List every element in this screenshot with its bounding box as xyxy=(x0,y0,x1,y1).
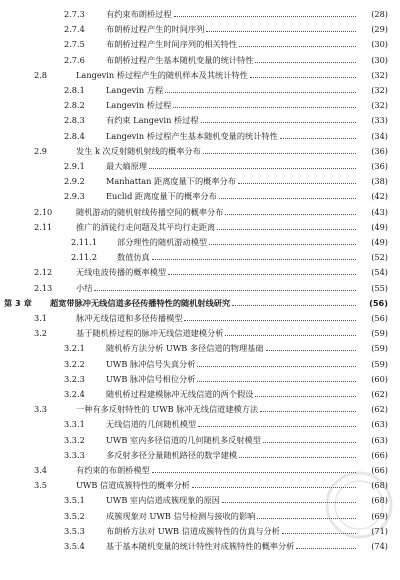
toc-entry-page: (32) xyxy=(371,100,388,111)
toc-entry-page: (49) xyxy=(371,237,388,247)
toc-entry xyxy=(0,111,400,125)
toc-entry xyxy=(0,203,400,217)
toc-entry-number: 3.2.1 xyxy=(64,343,85,354)
toc-entry-number: 2.11.2 xyxy=(71,252,98,263)
toc-entry-page: (38) xyxy=(371,176,388,187)
toc-entry xyxy=(0,400,400,414)
toc-entry-title: 脉冲无线信道和多径传播模型 xyxy=(76,313,183,323)
toc-entry-title: 有约束的布朗桥模型 xyxy=(76,465,150,475)
toc-entry xyxy=(0,187,400,201)
toc-entry xyxy=(0,370,400,384)
toc-entry-title: UWB 室内多径信道的几何随机多反射模型 xyxy=(106,434,261,445)
toc-entry-number: 3.2 xyxy=(34,328,48,339)
toc-entry-number: 3.2.3 xyxy=(64,373,85,384)
toc-entry-page: (29) xyxy=(371,24,388,35)
toc-dot-leader xyxy=(152,471,356,473)
toc-entry-number: 3.4 xyxy=(34,465,48,475)
toc-dot-leader xyxy=(203,152,356,154)
toc-entry-title: 随机桥过程建模脉冲无线信道的两个假设 xyxy=(106,389,254,399)
toc-entry-title: 基于随机桥过程的脉冲无线信道建模分析 xyxy=(76,328,224,339)
toc-entry-page: (30) xyxy=(371,39,388,50)
toc-dot-leader xyxy=(263,441,356,443)
toc-entry-title: 最大熵原理 xyxy=(106,161,147,171)
toc-entry-number: 2.7.3 xyxy=(64,9,85,19)
toc-entry-number: 2.12 xyxy=(34,267,53,278)
toc-entry xyxy=(0,157,400,171)
toc-entry-page: (68) xyxy=(371,495,388,506)
toc-dot-leader xyxy=(198,425,356,427)
toc-entry-page: (32) xyxy=(371,85,388,95)
toc-entry-number: 2.7.6 xyxy=(64,54,85,65)
toc-dot-leader xyxy=(255,395,356,397)
toc-dot-leader xyxy=(260,410,356,412)
toc-entry-page: (54) xyxy=(371,267,388,278)
toc-entry-title: 随机桥方法分析 UWB 多径信道的物理基础 xyxy=(106,343,264,354)
toc-dot-leader xyxy=(217,228,356,230)
toc-entry-number: 第 3 章 xyxy=(4,297,32,308)
toc-entry xyxy=(0,81,400,95)
toc-entry-title: 有约束布朗桥过程 xyxy=(106,9,172,19)
toc-entry-number: 2.9.1 xyxy=(64,161,85,171)
toc-dot-leader xyxy=(225,213,356,215)
toc-dot-leader xyxy=(165,91,356,93)
toc-entry-title: Langevin 桥过程产生基本随机变量的统计特性 xyxy=(106,130,278,141)
toc-entry xyxy=(0,415,400,429)
toc-entry-number: 2.8.4 xyxy=(64,130,85,141)
toc-entry-title: 发生 k 次反射随机射线的概率分布 xyxy=(76,145,201,156)
toc-entry-title: 基于基本随机变量的统计特性对成簇特性的概率分析 xyxy=(106,541,295,551)
toc-entry-title: 布朗桥过程产生时间序列的相关特性 xyxy=(106,39,238,50)
toc-entry-number: 3.3.2 xyxy=(64,434,85,445)
toc-entry xyxy=(0,491,400,505)
toc-dot-leader xyxy=(152,258,356,260)
toc-entry-title: 一种有多反射特性的 UWB 脉冲无线信道建模方法 xyxy=(76,404,259,415)
toc-dot-leader xyxy=(197,365,356,367)
toc-entry-page: (56) xyxy=(369,297,388,308)
toc-dot-leader xyxy=(238,182,356,184)
toc-entry-title: 小结 xyxy=(76,282,93,293)
toc-entry-page: (34) xyxy=(371,130,388,141)
toc-dot-leader xyxy=(168,273,356,275)
toc-entry-page: (66) xyxy=(371,449,388,460)
toc-entry-page: (62) xyxy=(371,404,388,415)
toc-dot-leader xyxy=(239,45,356,47)
toc-entry-page: (60) xyxy=(371,373,388,384)
toc-entry xyxy=(0,431,400,445)
toc-entry-title: UWB 脉冲信号失真分析 xyxy=(106,358,196,369)
toc-entry-title: 无线电波传播的概率模型 xyxy=(76,267,167,278)
toc-dot-leader xyxy=(184,319,356,321)
toc-entry xyxy=(0,263,400,277)
toc-dot-leader xyxy=(174,15,356,17)
toc-entry-number: 3.3.3 xyxy=(64,449,85,460)
toc-entry-number: 2.10 xyxy=(34,206,53,217)
toc-dot-leader xyxy=(219,197,356,199)
toc-entry-number: 2.9 xyxy=(34,145,48,156)
toc-entry-number: 2.11.1 xyxy=(71,237,98,247)
toc-entry-page: (74) xyxy=(371,541,388,551)
toc-dot-leader xyxy=(197,380,356,382)
toc-entry-page: (28) xyxy=(371,9,388,19)
toc-entry-number: 2.8 xyxy=(34,69,48,80)
toc-dot-leader xyxy=(282,532,356,534)
toc-entry-title: Langevin 桥过程产生的随机样本及其统计特性 xyxy=(76,69,248,80)
toc-entry-title: UWB 信道成簇特性的概率分析 xyxy=(76,480,190,491)
toc-entry-title: 数值仿真 xyxy=(117,252,150,263)
toc-entry-number: 2.13 xyxy=(34,282,53,293)
toc-entry-page: (59) xyxy=(371,358,388,369)
toc-entry-page: (71) xyxy=(371,525,388,536)
toc-entry-number: 2.11 xyxy=(34,221,53,232)
toc-entry-title: 部分理性的随机游动模型 xyxy=(117,237,208,247)
toc-entry xyxy=(0,324,400,338)
toc-entry-title: Langevin 方程 xyxy=(106,85,164,95)
toc-entry-title: 有约束 Langevin 桥过程 xyxy=(106,115,199,126)
toc-dot-leader xyxy=(266,349,356,351)
toc-entry-title: 无线信道的几何随机模型 xyxy=(106,419,197,430)
toc-entry-number: 3.1 xyxy=(34,313,48,323)
toc-entry-page: (59) xyxy=(371,328,388,339)
toc-entry-title: Manhattan 距离度量下的概率分布 xyxy=(106,176,236,187)
toc-entry-number: 3.2.2 xyxy=(64,358,85,369)
toc-entry-page: (30) xyxy=(371,54,388,65)
toc-dot-leader xyxy=(173,106,356,108)
toc-entry-number: 2.7.4 xyxy=(64,24,85,35)
toc-entry-page: (66) xyxy=(371,465,388,475)
toc-entry xyxy=(0,385,400,399)
toc-entry xyxy=(0,309,400,323)
toc-entry-title: 布朗桥方法对 UWB 信道成簇特性的仿真与分析 xyxy=(106,525,280,536)
toc-dot-leader xyxy=(201,121,356,123)
toc-entry xyxy=(0,476,400,490)
toc-dot-leader xyxy=(94,289,356,291)
toc-entry xyxy=(0,522,400,536)
toc-dot-leader xyxy=(255,61,356,63)
toc-entry-number: 3.5.1 xyxy=(64,495,85,506)
toc-entry-number: 2.9.2 xyxy=(64,176,85,187)
toc-entry-title: UWB 室内信道成簇现象的原因 xyxy=(106,495,220,506)
toc-entry-page: (55) xyxy=(371,282,388,293)
toc-entry xyxy=(0,248,400,262)
toc-entry-number: 2.8.2 xyxy=(64,100,85,111)
toc-dot-leader xyxy=(225,334,356,336)
toc-entry-number: 3.5 xyxy=(34,480,48,491)
toc-entry-number: 3.3.1 xyxy=(64,419,85,430)
toc-entry xyxy=(0,218,400,232)
toc-dot-leader xyxy=(280,137,356,139)
toc-entry-title: 超宽带脉冲无线信道多径传播特性的随机射线研究 xyxy=(50,297,231,308)
toc-entry-page: (63) xyxy=(371,419,388,430)
toc-entry-page: (32) xyxy=(371,69,388,80)
toc-dot-leader xyxy=(222,501,356,503)
toc-entry xyxy=(0,507,400,521)
toc-entry-page: (69) xyxy=(371,510,388,521)
toc-entry xyxy=(0,35,400,49)
toc-dot-leader xyxy=(250,76,356,78)
toc-entry-title: Langevin 桥过程 xyxy=(106,100,172,111)
toc-entry-page: (42) xyxy=(371,191,388,202)
toc-entry-page: (68) xyxy=(371,480,388,491)
toc-entry-number: 2.8.1 xyxy=(64,85,85,95)
toc-entry xyxy=(0,446,400,460)
toc-entry xyxy=(0,355,400,369)
toc-entry-title: Euclid 距离度量下的概率分布 xyxy=(106,191,217,202)
toc-entry-number: 2.8.3 xyxy=(64,115,85,126)
toc-dot-leader xyxy=(192,486,356,488)
toc-entry-page: (63) xyxy=(371,434,388,445)
toc-entry-number: 3.5.3 xyxy=(64,525,85,536)
toc-entry xyxy=(0,142,400,156)
toc-dot-leader xyxy=(209,243,356,245)
toc-entry-number: 3.3 xyxy=(34,404,48,415)
toc-entry-title: 布朗桥过程产生的时间序列 xyxy=(106,24,205,35)
toc-entry-page: (49) xyxy=(371,221,388,232)
toc-entry xyxy=(0,339,400,353)
toc-entry-number: 3.2.4 xyxy=(64,389,85,399)
toc-entry-title: 布朗桥过程产生基本随机变量的统计特性 xyxy=(106,54,254,65)
toc-dot-leader xyxy=(296,547,356,549)
toc-entry-page: (52) xyxy=(371,252,388,263)
toc-entry-title: 推广的酒徒行走问题及其平均行走距离 xyxy=(76,221,216,232)
toc-entry xyxy=(0,294,400,308)
toc-entry-number: 3.5.2 xyxy=(64,510,85,521)
toc-entry xyxy=(0,461,400,475)
toc-entry-page: (36) xyxy=(371,161,388,171)
toc-entry-page: (36) xyxy=(371,145,388,156)
toc-entry-page: (59) xyxy=(371,343,388,354)
toc-entry-number: 3.5.4 xyxy=(64,541,85,551)
toc-entry-page: (33) xyxy=(371,115,388,126)
toc-dot-leader xyxy=(206,30,356,32)
toc-entry-page: (62) xyxy=(371,389,388,399)
toc-entry-title: UWB 脉冲信号相位分析 xyxy=(106,373,196,384)
toc-dot-leader xyxy=(257,517,356,519)
toc-entry xyxy=(0,279,400,293)
toc-entry-page: (56) xyxy=(371,313,388,323)
toc-entry-page: (43) xyxy=(371,206,388,217)
toc-entry xyxy=(0,20,400,34)
toc-entry xyxy=(0,96,400,110)
toc-dot-leader xyxy=(232,304,356,306)
toc-entry xyxy=(0,127,400,141)
toc-entry xyxy=(0,537,400,551)
toc-entry-title: 成簇现象对 UWB 信号检测与接收的影响 xyxy=(106,510,256,521)
toc-entry xyxy=(0,51,400,65)
toc-dot-leader xyxy=(149,167,356,169)
toc-entry-number: 2.7.5 xyxy=(64,39,85,50)
toc-entry xyxy=(0,233,400,247)
toc-dot-leader xyxy=(239,456,356,458)
toc-entry xyxy=(0,66,400,80)
toc-entry-number: 2.9.3 xyxy=(64,191,85,202)
toc-entry xyxy=(0,172,400,186)
toc-entry-title: 随机游动的随机射线传播空间的概率分布 xyxy=(76,206,224,217)
toc-entry xyxy=(0,5,400,19)
toc-entry-title: 多反射多径分量随机路径的数学建模 xyxy=(106,449,238,460)
